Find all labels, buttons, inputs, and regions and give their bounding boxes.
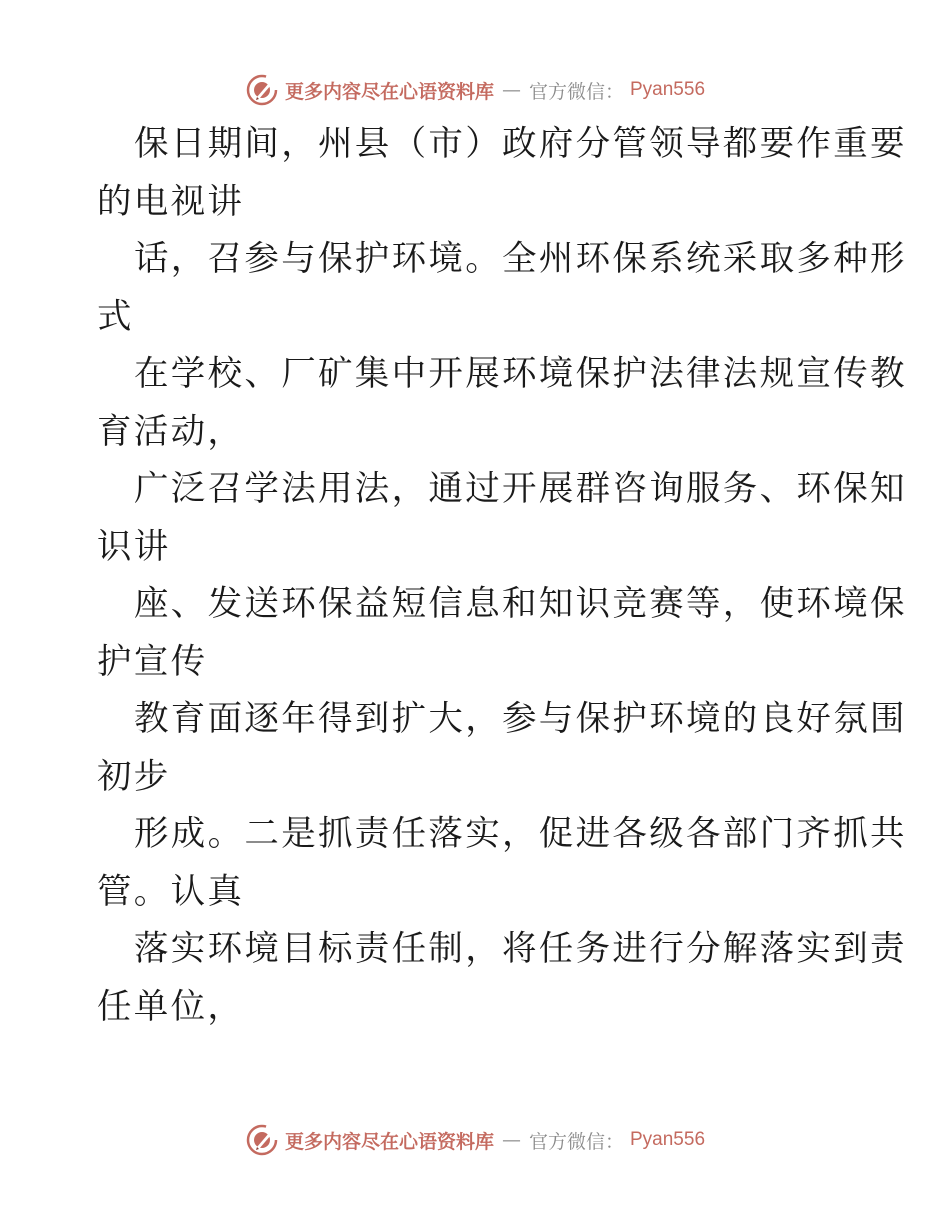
body-line: 话，召参与保护环境。全州环保系统采取多种形 [134,239,907,279]
footer-banner-content [245,1123,705,1157]
body-line: 的电视讲 [97,181,245,222]
pen-circle-logo-icon [245,1123,279,1157]
footer-wechat-label: 官方微信： [528,1130,624,1153]
footer-wechat-id: Pyan556 [630,1129,706,1150]
body-line: 育活动， [97,411,245,452]
body-line: 教育面逐年得到扩大，参与保护环境的良好氛围 [134,699,907,739]
body-line: 任单位， [97,986,245,1027]
body-line: 座、发送环保益短信息和知识竞赛等，使环境保 [134,584,907,624]
footer-banner [0,1120,950,1160]
body-line: 识讲 [97,526,171,567]
header-banner-content [245,73,705,107]
header-wechat-id: Pyan556 [630,79,706,100]
header-banner [0,70,950,110]
header-wechat-label: 官方微信： [528,80,624,103]
body-line: 式 [97,296,134,337]
pen-circle-logo-icon [245,73,279,107]
header-banner-dash: — [501,79,521,101]
body-line: 护宣传 [97,641,208,682]
header-banner-title: 更多内容尽在心语资料库 [284,80,494,103]
body-line: 管。认真 [97,871,245,912]
document-body [97,116,907,1036]
body-line: 在学校、厂矿集中开展环境保护法律法规宣传教 [134,354,907,394]
body-line: 形成。二是抓责任落实，促进各级各部门齐抓共 [134,814,907,854]
body-line: 初步 [97,756,171,797]
body-line: 保日期间，州县（市）政府分管领导都要作重要 [134,124,907,164]
footer-banner-dash: — [501,1129,521,1151]
footer-banner-title: 更多内容尽在心语资料库 [284,1130,494,1153]
body-line: 落实环境目标责任制，将任务进行分解落实到责 [134,929,907,969]
body-line: 广泛召学法用法，通过开展群咨询服务、环保知 [134,469,907,509]
